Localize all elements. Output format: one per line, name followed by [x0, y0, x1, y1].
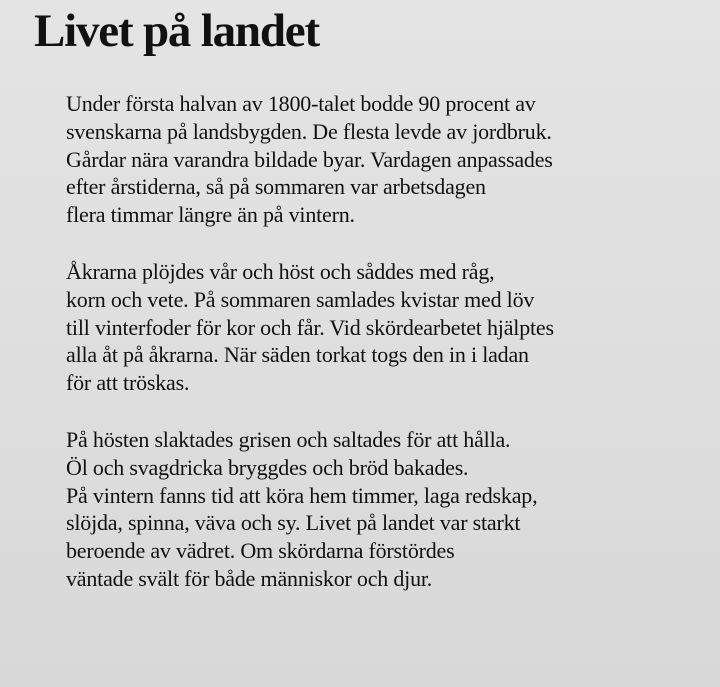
- text-line: till vinterfoder för kor och får. Vid skördearbetet hjälptes: [66, 314, 554, 340]
- text-line: beroende av vädret. Om skördarna förstördes: [66, 538, 455, 564]
- text-line: På vintern fanns tid att köra hem timmer, laga redskap,: [66, 482, 538, 508]
- text-line: På hösten slaktades grisen och saltades för att hålla.: [66, 426, 511, 452]
- paragraph-3: [66, 426, 706, 593]
- paragraph-2: [66, 258, 706, 397]
- sign-title: Livet på landet: [34, 5, 319, 57]
- text-line: alla åt på åkrarna. När säden torkat togs den in i ladan: [66, 342, 529, 368]
- text-line: svenskarna på landsbygden. De flesta levde av jordbruk.: [66, 118, 552, 144]
- text-line: korn och vete. På sommaren samlades kvistar med löv: [66, 286, 535, 312]
- text-line: Öl och svagdricka bryggdes och bröd bakades.: [66, 454, 469, 480]
- text-line: Under första halvan av 1800-talet bodde 90 procent av: [66, 91, 536, 116]
- text-line: efter årstiderna, så på sommaren var arbetsdagen: [66, 174, 486, 200]
- text-line: Gårdar nära varandra bildade byar. Vardagen anpassades: [66, 146, 553, 172]
- sign-body: [66, 90, 706, 622]
- text-line: slöjda, spinna, väva och sy. Livet på landet var starkt: [66, 510, 521, 536]
- paragraph-1: [66, 90, 706, 229]
- text-line: Åkrarna plöjdes vår och höst och såddes med råg,: [66, 258, 495, 284]
- text-line: flera timmar längre än på vintern.: [66, 202, 355, 228]
- text-line: väntade svält för både människor och djur.: [66, 565, 433, 591]
- text-line: för att tröskas.: [66, 370, 190, 396]
